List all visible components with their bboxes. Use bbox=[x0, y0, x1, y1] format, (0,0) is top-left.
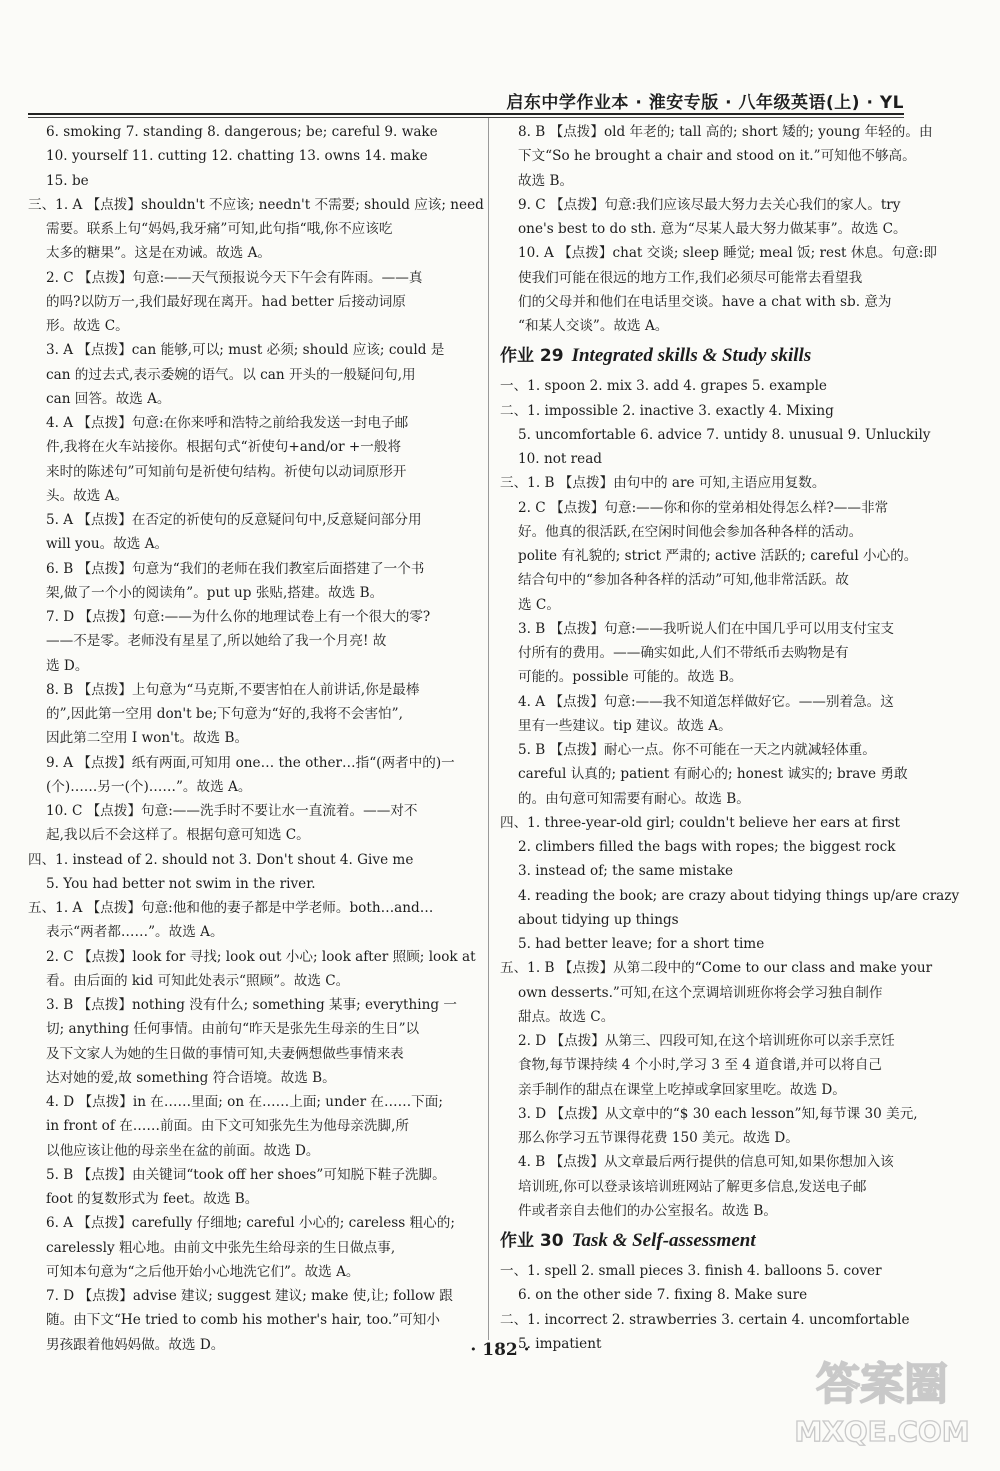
answer-line: 6. on the other side 7. fixing 8. Make sure bbox=[518, 1287, 808, 1304]
answer-line: 选 C。 bbox=[518, 596, 560, 613]
answer-line: 5. You had better not swim in the river. bbox=[46, 875, 316, 892]
answer-line: 15. be bbox=[46, 172, 89, 189]
answer-line: 一、1. spell 2. small pieces 3. finish 4. balloons 5. cover bbox=[500, 1263, 882, 1279]
watermark-logo bbox=[782, 1341, 982, 1461]
answer-line: 头。故选 A。 bbox=[46, 487, 129, 504]
answer-line: 3. B 【点拨】句意:——我听说人们在中国几乎可以用支付宝支 bbox=[518, 620, 895, 637]
answer-line: ——不是零。老师没有星星了,所以她给了我一个月亮! 故 bbox=[46, 633, 387, 650]
answer-line: 5. uncomfortable 6. advice 7. untidy 8. unusual 9. Unluckily bbox=[518, 426, 931, 443]
answer-line: 结合句中的“参加各种各样的活动”可知,他非常活跃。故 bbox=[518, 572, 849, 589]
answer-line: 6. A 【点拨】carefully 仔细地; careful 小心的; careless 粗心的; bbox=[46, 1215, 455, 1232]
answer-line: 的吗?以防万一,我们最好现在离开。had better 后接动词原 bbox=[46, 293, 406, 310]
section-number: 作业 30 bbox=[500, 1231, 564, 1251]
answer-line: “和某人交谈”。故选 A。 bbox=[518, 318, 669, 334]
answer-line: 架,做了一个小的阅读角”。put up 张贴,搭建。故选 B。 bbox=[46, 584, 384, 601]
answer-line: 可能的。possible 可能的。故选 B。 bbox=[518, 669, 743, 686]
section-heading bbox=[500, 1223, 904, 1259]
answer-line: 一、1. spoon 2. mix 3. add 4. grapes 5. example bbox=[500, 378, 827, 395]
answer-line: 2. C 【点拨】look for 寻找; look out 小心; look after 照顾; look at bbox=[46, 948, 476, 965]
header-rule-thin bbox=[28, 117, 904, 118]
answer-line: careful 认真的; patient 有耐心的; honest 诚实的; brave 勇敢 bbox=[518, 766, 908, 783]
answer-line: 8. B 【点拨】上句意为“马克斯,不要害怕在人前讲话,你是最棒 bbox=[46, 681, 420, 698]
answer-line: can 回答。故选 A。 bbox=[46, 390, 171, 407]
svg-text:答案圈: 答案圈 bbox=[816, 1359, 948, 1410]
answer-line: 2. climbers filled the bags with ropes; the biggest rock bbox=[518, 839, 896, 855]
section-number: 作业 29 bbox=[500, 346, 564, 367]
answer-line: 及下文家人为她的生日做的事情可知,夫妻俩想做些事情来表 bbox=[46, 1045, 404, 1062]
answer-line: 好。他真的很活跃,在空闲时间他会参加各种各样的活动。 bbox=[518, 523, 863, 540]
answer-line: 食物,每节课持续 4 个小时,学习 3 至 4 道食谱,并可以将自己 bbox=[518, 1057, 882, 1074]
answer-line: 9. C 【点拨】句意:我们应该尽最大努力去关心我们的家人。try bbox=[518, 196, 901, 213]
answer-line: 下文“So he brought a chair and stood on it.”可知他不够高。 bbox=[518, 148, 916, 165]
answer-line: 5. B 【点拨】由关键词“took off her shoes”可知脱下鞋子洗脚。 bbox=[46, 1166, 446, 1183]
svg-text:MXQE.COM: MXQE.COM bbox=[794, 1415, 970, 1448]
answer-line: 3. A 【点拨】can 能够,可以; must 必须; should 应该; could 是 bbox=[46, 342, 445, 359]
answer-line: 付所有的费用。——确实如此,人们不带纸币去购物是有 bbox=[518, 645, 849, 661]
answer-line: 件,我将在火车站接你。根据句式“祈使句+and/or +一般将 bbox=[46, 439, 402, 456]
answer-line: carelessly 粗心地。由前文中张先生给母亲的生日做点事, bbox=[46, 1239, 396, 1256]
answer-line: 故选 B。 bbox=[518, 172, 574, 189]
answer-line: 三、1. A 【点拨】shouldn't 不应该; needn't 不需要; should 应该; need bbox=[28, 196, 484, 213]
answer-line: 可知本句意为“之后他开始小心地洗它们”。故选 A。 bbox=[46, 1263, 360, 1280]
answer-line: in front of 在……前面。由下文可知张先生为他母亲洗脚,所 bbox=[46, 1118, 410, 1135]
answer-line: 5. had better leave; for a short time bbox=[518, 936, 765, 952]
answer-line: 4. reading the book; are crazy about tidying things up/are crazy bbox=[518, 887, 960, 904]
answer-line: can 的过去式,表示委婉的语气。以 can 开头的一般疑问句,用 bbox=[46, 366, 416, 383]
answer-line: 男孩跟着他妈妈做。故选 D。 bbox=[46, 1336, 225, 1353]
answer-line: 4. A 【点拨】句意:在你来呼和浩特之前给我发送一封电子邮 bbox=[46, 415, 409, 431]
right-column bbox=[500, 120, 960, 1356]
answer-line: 形。故选 C。 bbox=[46, 318, 129, 334]
answer-line: (个)……另一(个)……”。故选 A。 bbox=[46, 778, 252, 795]
answer-line: 5. A 【点拨】在否定的祈使句的反意疑问句中,反意疑问部分用 bbox=[46, 512, 422, 528]
answer-line: 的”,因此第一空用 don't be;下句意为“好的,我将不会害怕”, bbox=[46, 706, 403, 722]
answer-line: 6. smoking 7. standing 8. dangerous; be; careful 9. wake bbox=[46, 124, 438, 140]
answer-line: 四、1. three-year-old girl; couldn't believe her ears at first bbox=[500, 814, 901, 831]
answer-line: 选 D。 bbox=[46, 657, 89, 674]
answer-line: 5. B 【点拨】耐心一点。你不可能在一天之内就减轻体重。 bbox=[518, 742, 876, 758]
section-heading bbox=[500, 338, 904, 374]
page-header: 启东中学作业本 · 淮安专版 · 八年级英语(上) · YL bbox=[506, 93, 904, 113]
answer-line: 那么你学习五节课得花费 150 美元。故选 D。 bbox=[518, 1130, 799, 1146]
answer-line: one's best to do sth. 意为“尽某人最大努力做某事”。故选 C。 bbox=[518, 221, 907, 237]
answer-line: 看。由后面的 kid 可知此处表示“照顾”。故选 C。 bbox=[46, 972, 350, 989]
answer-line: 随。由下文“He tried to comb his mother's hair, too.”可知小 bbox=[46, 1312, 440, 1329]
answer-line: own desserts.”可知,在这个烹调培训班你将会学习独自制作 bbox=[518, 984, 883, 1001]
answer-line: 切; anything 任何事情。由前句“昨天是张先生母亲的生日”以 bbox=[46, 1021, 420, 1038]
answer-line: 里有一些建议。tip 建议。故选 A。 bbox=[518, 717, 732, 734]
answer-line: 10. not read bbox=[518, 451, 603, 467]
answer-line: 4. D 【点拨】in 在……里面; on 在……上面; under 在……下面; bbox=[46, 1094, 443, 1110]
answer-line: 5. impatient bbox=[518, 1335, 602, 1352]
answer-line: 的。由句意可知需要有耐心。故选 B。 bbox=[518, 790, 750, 807]
answer-line: 4. B 【点拨】从文章最后两行提供的信息可知,如果你想加入该 bbox=[518, 1154, 894, 1171]
answer-line: 五、1. A 【点拨】句意:他和他的妻子都是中学老师。both…and… bbox=[28, 900, 434, 916]
answer-line: 件或者亲自去他们的办公室报名。故选 B。 bbox=[518, 1202, 777, 1219]
answer-line: 表示“两者都……”。故选 A。 bbox=[46, 924, 224, 941]
answer-line: 2. C 【点拨】句意:——你和你的堂弟相处得怎么样?——非常 bbox=[518, 499, 889, 516]
answer-line: 6. B 【点拨】句意为“我们的老师在我们教室后面搭建了一个书 bbox=[46, 560, 425, 577]
answer-line: 4. A 【点拨】句意:——我不知道怎样做好它。——别着急。这 bbox=[518, 693, 894, 710]
answer-line: 10. A 【点拨】chat 交谈; sleep 睡觉; meal 饭; rest 休息。句意:即 bbox=[518, 245, 937, 262]
answer-line: polite 有礼貌的; strict 严肃的; active 活跃的; careful 小心的。 bbox=[518, 548, 918, 564]
answer-line: 起,我以后不会这样了。根据句意可知选 C。 bbox=[46, 827, 310, 844]
answer-line: 2. D 【点拨】从第三、四段可知,在这个培训班你可以亲手烹饪 bbox=[518, 1033, 895, 1049]
answer-line: 3. D 【点拨】从文章中的“$ 30 each lesson”知,每节课 30 美元, bbox=[518, 1105, 918, 1122]
answer-line: 以他应该让他的母亲坐在盆的前面。故选 D。 bbox=[46, 1142, 320, 1159]
answer-line: 亲手制作的甜点在课堂上吃掉或拿回家里吃。故选 D。 bbox=[518, 1081, 846, 1098]
answer-line: 五、1. B 【点拨】从第二段中的“Come to our class and make your bbox=[500, 960, 933, 977]
answer-line: 二、1. incorrect 2. strawberries 3. certain 4. uncomfortable bbox=[500, 1311, 910, 1328]
answer-line: 10. yourself 11. cutting 12. chatting 13. owns 14. make bbox=[46, 148, 428, 165]
answer-line: 们的父母并和他们在电话里交谈。have a chat with sb. 意为 bbox=[518, 293, 892, 310]
answer-line: 四、1. instead of 2. should not 3. Don't shout 4. Give me bbox=[28, 851, 414, 868]
left-column bbox=[28, 120, 484, 1357]
answer-line: 10. C 【点拨】句意:——洗手时不要让水一直流着。——对不 bbox=[46, 803, 418, 819]
answer-line: will you。故选 A。 bbox=[46, 536, 169, 553]
answer-line: 需要。联系上句“妈妈,我牙痛”可知,此句指“哦,你不应该吃 bbox=[46, 221, 393, 237]
answer-line: 来时的陈述句”可知前句是祈使句结构。祈使句以动词原形开 bbox=[46, 463, 407, 480]
answer-line: about tidying up things bbox=[518, 911, 679, 928]
answer-line: 3. B 【点拨】nothing 没有什么; something 某事; everything 一 bbox=[46, 997, 457, 1013]
answer-line: 7. D 【点拨】advise 建议; suggest 建议; make 使,让; follow 跟 bbox=[46, 1288, 453, 1304]
answer-line: 培训班,你可以登录该培训班网站了解更多信息,发送电子邮 bbox=[518, 1178, 867, 1195]
section-title: Integrated skills & Study skills bbox=[571, 345, 812, 367]
answer-line: 二、1. impossible 2. inactive 3. exactly 4. Mixing bbox=[500, 402, 834, 419]
section-title: Task & Self-assessment bbox=[571, 1230, 756, 1251]
answer-line: foot 的复数形式为 feet。故选 B。 bbox=[46, 1191, 259, 1207]
answer-line: 3. instead of; the same mistake bbox=[518, 863, 734, 880]
answer-line: 因此第二空用 I won't。故选 B。 bbox=[46, 730, 249, 747]
answer-line: 甜点。故选 C。 bbox=[518, 1008, 615, 1025]
answer-line: 三、1. B 【点拨】由句中的 are 可知,主语应用复数。 bbox=[500, 475, 826, 492]
answer-line: 8. B 【点拨】old 年老的; tall 高的; short 矮的; young 年轻的。由 bbox=[518, 124, 933, 140]
answer-line: 7. D 【点拨】句意:——为什么你的地理试卷上有一个很大的零? bbox=[46, 609, 431, 625]
answer-line: 太多的糖果”。这是在劝诫。故选 A。 bbox=[46, 245, 271, 262]
answer-line: 达对她的爱,故 something 符合语境。故选 B。 bbox=[46, 1069, 336, 1086]
header-rule bbox=[28, 113, 904, 115]
page-number: · 182 · bbox=[470, 1340, 530, 1360]
answer-line: 9. A 【点拨】纸有两面,可知用 one… the other…指“(两者中的)一 bbox=[46, 754, 455, 771]
answer-line: 使我们可能在很远的地方工作,我们必须尽可能常去看望我 bbox=[518, 269, 863, 286]
answer-line: 2. C 【点拨】句意:——天气预报说今天下午会有阵雨。——真 bbox=[46, 269, 423, 286]
column-divider bbox=[488, 118, 489, 1340]
